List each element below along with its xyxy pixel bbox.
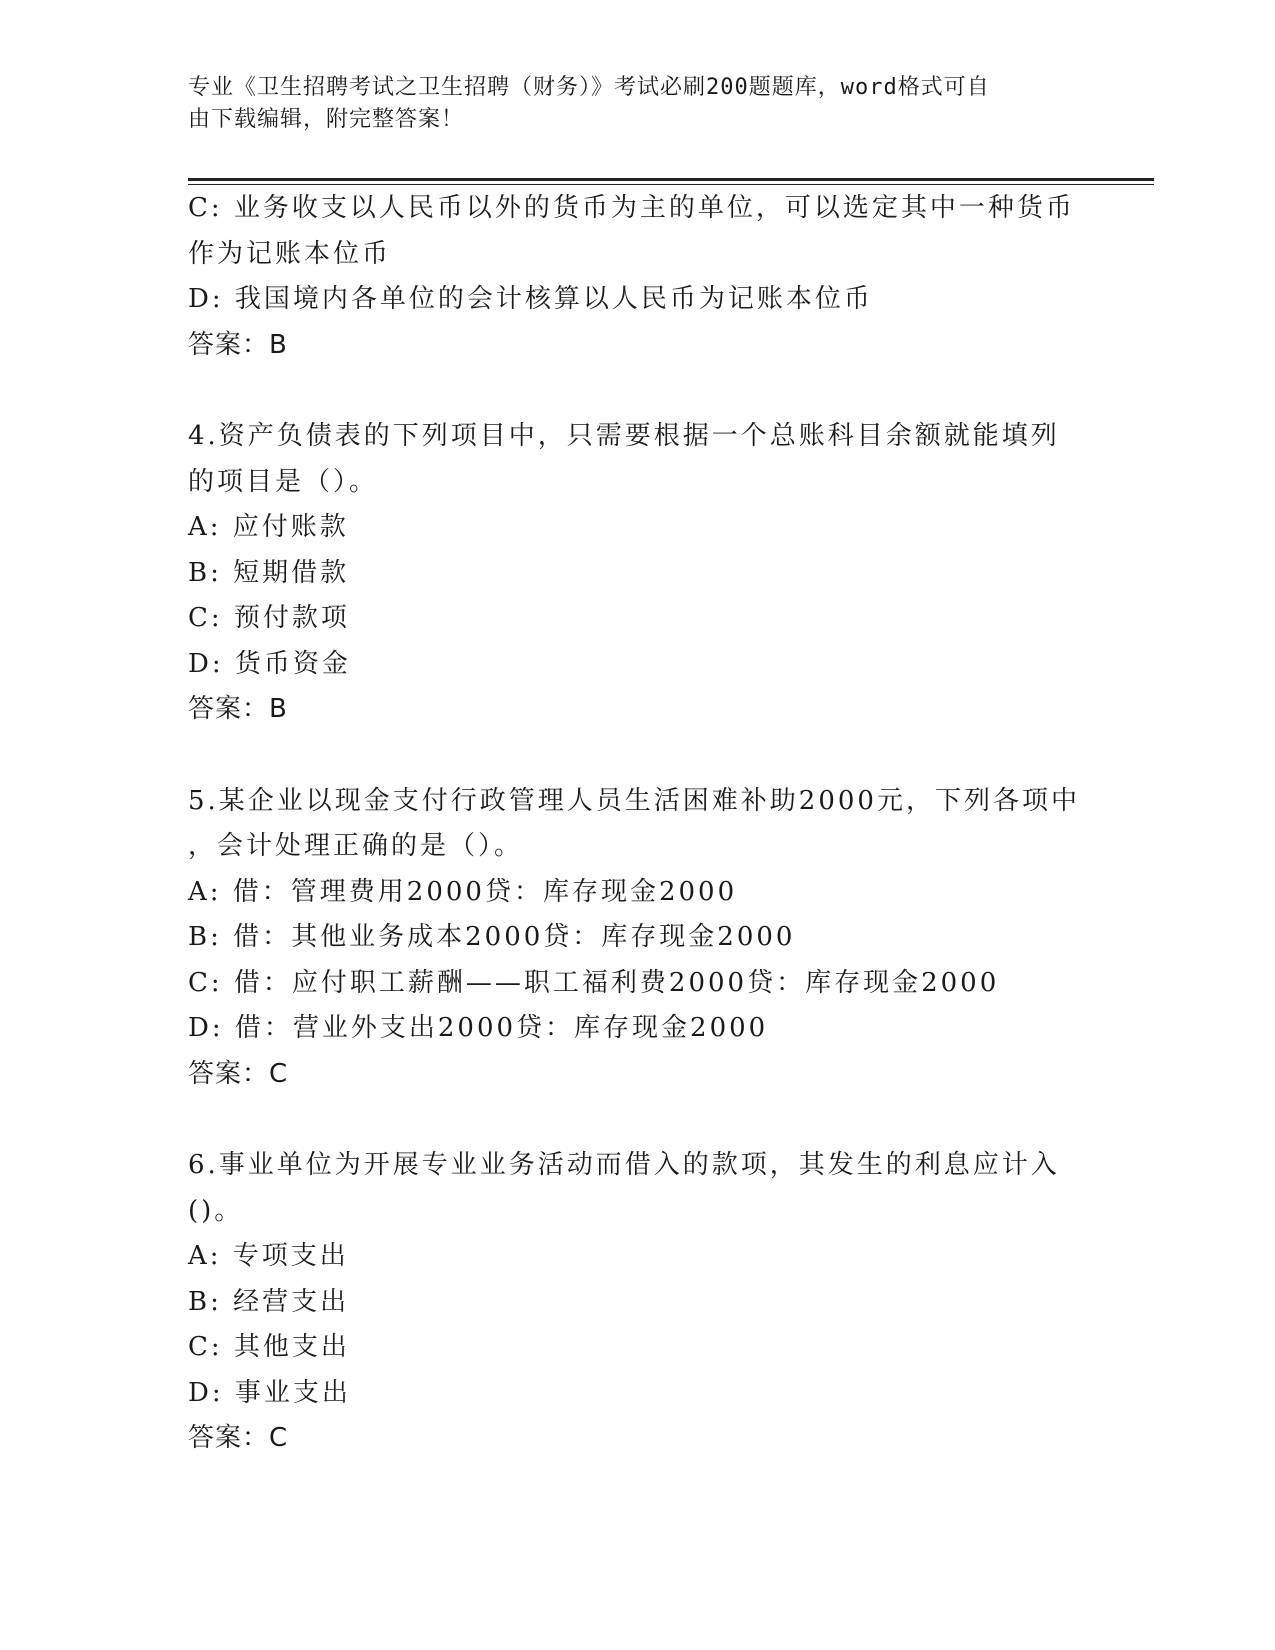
option-c: C: 借：应付职工薪酬——职工福利费2000贷：库存现金2000 (188, 967, 1000, 998)
spacer (188, 368, 1088, 414)
header-title-line-1: 专业《卫生招聘考试之卫生招聘（财务）》考试必刷200题题库，word格式可自 (188, 75, 990, 100)
question-stem-line-2: ()。 (188, 1195, 244, 1226)
header-divider-thick (188, 178, 1154, 181)
option-d: D: 我国境内各单位的会计核算以人民币为记账本位币 (188, 284, 873, 314)
option-b: B: 短期借款 (188, 557, 350, 588)
spacer (188, 1097, 1088, 1143)
option-a: A: 专项支出 (188, 1241, 349, 1271)
question-stem-line-2: 的项目是（）。 (188, 466, 379, 497)
document-header (188, 72, 1068, 136)
question-list (188, 186, 1088, 1462)
option-d: D: 货币资金 (188, 648, 351, 679)
header-divider-thin (188, 184, 1154, 185)
question-block-5 (188, 779, 1088, 1098)
answer-label: 答案：B (188, 694, 288, 724)
option-c: C: 其他支出 (188, 1332, 350, 1362)
question-stem-line-1: 5.某企业以现金支付行政管理人员生活困难补助2000元，下列各项中 (188, 785, 1080, 816)
option-b: B: 经营支出 (188, 1286, 350, 1317)
answer-label: 答案：B (188, 329, 288, 360)
option-d: D: 借：营业外支出2000贷：库存现金2000 (188, 1013, 769, 1043)
option-b: B: 借：其他业务成本2000贷：库存现金2000 (188, 922, 796, 952)
header-title-line-2: 由下载编辑，附完整答案！ (188, 107, 465, 132)
question-block-4 (188, 414, 1088, 733)
question-stem-line-1: 4.资产负债表的下列项目中，只需要根据一个总账科目余额就能填列 (188, 421, 1060, 451)
option-c-line-2: 作为记账本位币 (188, 238, 392, 269)
option-c: C: 预付款项 (188, 603, 350, 633)
option-d: D: 事业支出 (188, 1377, 351, 1408)
spacer (188, 733, 1088, 779)
question-stem-line-2: ，会计处理正确的是（）。 (188, 831, 524, 861)
question-stem-line-1: 6.事业单位为开展专业业务活动而借入的款项，其发生的利息应计入 (188, 1150, 1060, 1180)
question-block-6 (188, 1143, 1088, 1462)
option-a: A: 应付账款 (188, 512, 349, 542)
option-c-line-1: C: 业务收支以人民币以外的货币为主的单位，可以选定其中一种货币 (188, 193, 1075, 223)
answer-label: 答案：C (188, 1058, 289, 1089)
option-a: A: 借：管理费用2000贷：库存现金2000 (188, 876, 738, 907)
question-block-prev (188, 186, 1088, 368)
answer-label: 答案：C (188, 1423, 289, 1453)
